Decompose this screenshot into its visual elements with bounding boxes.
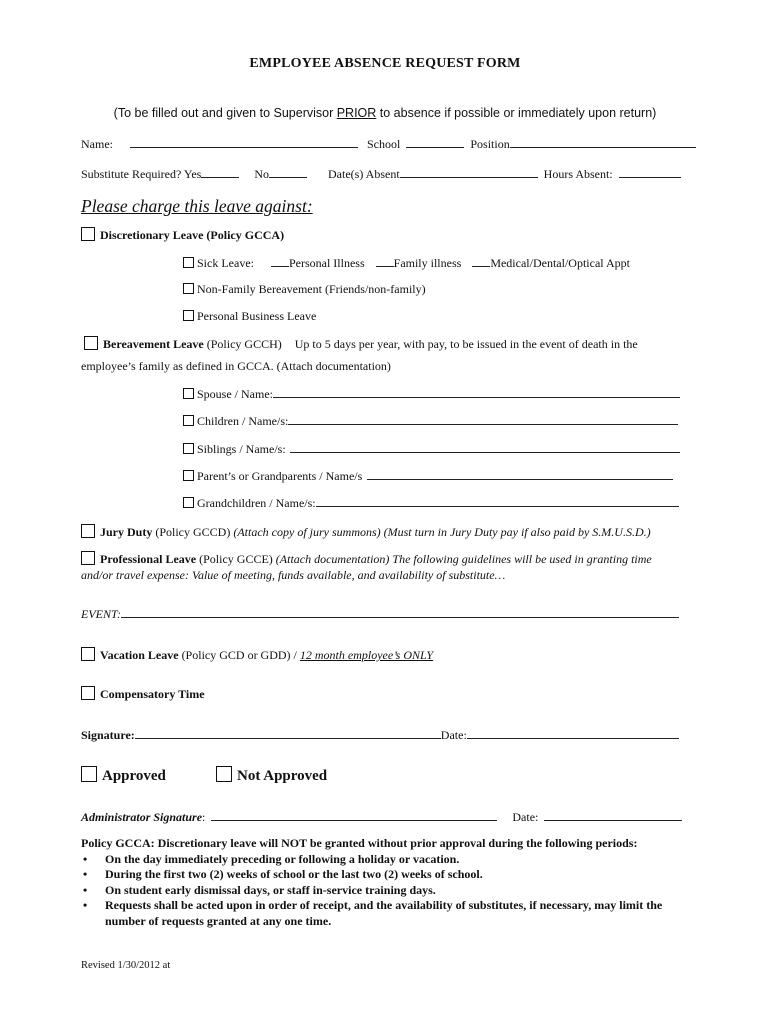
bereavement-checkbox[interactable] <box>84 336 98 350</box>
vacation-checkbox[interactable] <box>81 647 95 661</box>
policy-item <box>83 882 701 899</box>
jury-duty-note: (Attach copy of jury summons) (Must turn in Jury Duty pay if also paid by S.M.U.S.D.) <box>233 525 651 539</box>
bereavement-desc-2: employee’s family as defined in GCCA. (Attach documentation) <box>81 359 391 373</box>
admin-signature-label: Administrator Signature <box>81 810 203 824</box>
vacation-note: 12 month employee’s ONLY <box>299 648 434 662</box>
parents-name-field[interactable] <box>367 468 673 480</box>
policy-item <box>83 898 701 929</box>
subtitle-post: to absence if possible or immediately upon return) <box>376 106 657 120</box>
sick-leave-label: Sick Leave: <box>197 256 254 270</box>
children-name-field[interactable] <box>288 413 678 425</box>
admin-date-label: Date: <box>512 810 539 824</box>
bereavement-row <box>84 336 638 352</box>
event-field[interactable] <box>121 606 679 618</box>
hours-absent-field[interactable] <box>619 166 681 178</box>
signature-row <box>81 727 679 743</box>
signature-date-field[interactable] <box>467 727 679 739</box>
bereavement-desc-1: Up to 5 days per year, with pay, to be issued in the event of death in the <box>294 337 638 351</box>
grandchildren-label: Grandchildren / Name/s: <box>197 496 316 510</box>
bullet: • <box>83 867 88 881</box>
charge-heading: Please charge this leave against: <box>81 196 313 216</box>
jury-duty-row <box>81 524 651 540</box>
form-title: EMPLOYEE ABSENCE REQUEST FORM <box>249 56 521 71</box>
approved-label: Approved <box>102 768 166 784</box>
substitute-yes-field[interactable] <box>201 166 239 178</box>
dates-absent-field[interactable] <box>400 166 538 178</box>
subtitle-prior: PRIOR <box>336 106 377 120</box>
revised-footer: Revised 1/30/2012 at <box>81 960 171 971</box>
vacation-row <box>81 647 433 663</box>
signature-field[interactable] <box>135 727 441 739</box>
personal-business-row <box>183 309 316 324</box>
policy-heading: Policy GCCA: Discretionary leave will NOT be granted without prior approval during the following periods: <box>81 836 638 850</box>
spouse-name-field[interactable] <box>273 386 680 398</box>
medical-appt-label: Medical/Dental/Optical Appt <box>490 256 630 270</box>
vacation-label: Vacation Leave <box>100 648 179 662</box>
bullet: • <box>83 851 88 866</box>
spouse-row <box>183 386 680 402</box>
professional-row <box>81 551 652 567</box>
bereavement-label: Bereavement Leave <box>103 337 204 351</box>
substitute-no-field[interactable] <box>269 166 307 178</box>
siblings-checkbox[interactable] <box>183 443 194 454</box>
personal-illness-label: Personal Illness <box>288 256 365 270</box>
parents-checkbox[interactable] <box>183 470 194 481</box>
event-row <box>81 606 679 622</box>
jury-duty-checkbox[interactable] <box>81 524 95 538</box>
policy-note <box>81 836 701 929</box>
name-label: Name: <box>81 137 113 151</box>
name-field[interactable] <box>130 136 358 148</box>
subtitle-pre: (To be filled out and given to Supervisor <box>113 106 337 120</box>
admin-signature-row <box>81 809 682 825</box>
children-row <box>183 413 678 429</box>
spouse-checkbox[interactable] <box>183 388 194 399</box>
family-illness-field[interactable] <box>376 255 394 267</box>
policy-item-text: On the day immediately preceding or following a holiday or vacation. <box>105 851 460 866</box>
not-approved-option <box>216 766 327 785</box>
jury-duty-label: Jury Duty <box>100 525 153 539</box>
not-approved-checkbox[interactable] <box>216 766 232 782</box>
substitute-row <box>81 166 681 182</box>
substitute-label: Substitute Required? Yes <box>81 167 202 181</box>
policy-list <box>81 852 701 930</box>
vacation-policy: (Policy GCD or GDD) / <box>178 648 300 662</box>
name-row <box>81 136 696 152</box>
medical-appt-field[interactable] <box>472 255 490 267</box>
compensatory-label: Compensatory Time <box>100 687 205 701</box>
policy-item-text: During the first two (2) weeks of school or the last two (2) weeks of school. <box>105 867 483 881</box>
bullet: • <box>83 882 88 897</box>
event-label: EVENT: <box>81 607 122 621</box>
professional-checkbox[interactable] <box>81 551 95 565</box>
siblings-label: Siblings / Name/s: <box>197 442 286 456</box>
grandchildren-checkbox[interactable] <box>183 497 194 508</box>
compensatory-checkbox[interactable] <box>81 686 95 700</box>
sick-leave-checkbox[interactable] <box>183 257 194 268</box>
personal-business-checkbox[interactable] <box>183 310 194 321</box>
signature-date-label: Date: <box>440 728 467 742</box>
signature-label: Signature: <box>81 728 135 742</box>
policy-item-text: On student early dismissal days, or staff in-service training days. <box>105 882 436 897</box>
school-label: School <box>367 137 401 151</box>
approved-option <box>81 766 166 785</box>
dates-absent-label: Date(s) Absent <box>328 167 400 181</box>
jury-duty-policy: (Policy GCCD) <box>152 525 234 539</box>
admin-signature-colon: : <box>202 810 206 824</box>
school-field[interactable] <box>406 136 464 148</box>
professional-label: Professional Leave <box>100 552 197 566</box>
policy-item <box>83 851 701 868</box>
siblings-row <box>183 441 680 457</box>
professional-policy: (Policy GCCE) <box>196 552 276 566</box>
spouse-label: Spouse / Name: <box>197 387 273 401</box>
bereavement-policy: (Policy GCCH) <box>203 337 282 351</box>
non-family-row <box>183 282 426 297</box>
professional-note-1: (Attach documentation) The following guidelines will be used in granting time <box>275 552 652 566</box>
position-field[interactable] <box>510 136 696 148</box>
siblings-name-field[interactable] <box>290 441 680 453</box>
professional-note-2: and/or travel expense: Value of meeting, funds available, and availability of substitute… <box>81 568 506 582</box>
family-illness-label: Family illness <box>393 256 462 270</box>
non-family-checkbox[interactable] <box>183 283 194 294</box>
discretionary-checkbox[interactable] <box>81 227 95 241</box>
discretionary-label: Discretionary Leave (Policy GCCA) <box>100 228 285 242</box>
children-checkbox[interactable] <box>183 415 194 426</box>
parents-row <box>183 468 673 484</box>
sick-leave-row <box>183 255 630 271</box>
grandchildren-name-field[interactable] <box>316 495 679 507</box>
no-label: No <box>254 167 270 181</box>
approved-checkbox[interactable] <box>81 766 97 782</box>
compensatory-row <box>81 686 205 702</box>
children-label: Children / Name/s: <box>197 414 289 428</box>
hours-absent-label: Hours Absent: <box>543 167 613 181</box>
not-approved-label: Not Approved <box>237 768 328 784</box>
non-family-label: Non-Family Bereavement (Friends/non-family) <box>197 282 426 296</box>
admin-signature-field[interactable] <box>211 809 497 821</box>
policy-item-text: Requests shall be acted upon in order of receipt, and the availability of substitutes, if necessary, may limit the number of requests granted at any one time. <box>105 898 663 928</box>
discretionary-row <box>81 227 284 243</box>
position-label: Position <box>470 137 510 151</box>
policy-item <box>83 867 701 883</box>
grandchildren-row <box>183 495 679 511</box>
bullet: • <box>83 898 88 912</box>
form-subtitle <box>0 106 770 120</box>
parents-label: Parent’s or Grandparents / Name/s <box>197 469 363 483</box>
personal-illness-field[interactable] <box>271 255 289 267</box>
personal-business-label: Personal Business Leave <box>197 309 317 323</box>
admin-date-field[interactable] <box>544 809 682 821</box>
